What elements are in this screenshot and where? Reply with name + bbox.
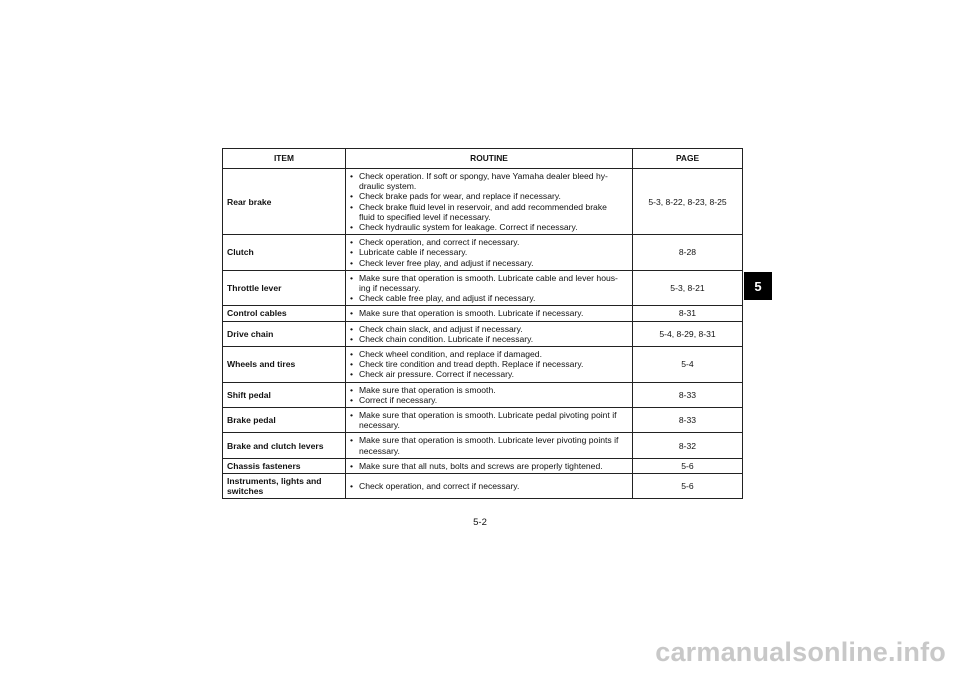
routine-list — [350, 461, 628, 471]
maintenance-table — [222, 148, 743, 499]
table-row — [223, 169, 743, 235]
table-body — [223, 169, 743, 499]
header-routine: ROUTINE — [346, 149, 633, 169]
routine-list — [350, 308, 628, 318]
routine-step: • Check lever free play, and adjust if necessary. — [350, 258, 628, 268]
routine-step: • Check chain condition. Lubricate if necessary. — [350, 334, 628, 344]
page-number: 5-2 — [473, 517, 487, 528]
routine-step: • Check chain slack, and adjust if necessary. — [350, 324, 628, 334]
item-cell: Clutch — [223, 235, 346, 271]
header-item: ITEM — [223, 149, 346, 169]
table-row — [223, 321, 743, 346]
routine-list — [350, 171, 628, 232]
item-cell: Brake and clutch levers — [223, 433, 346, 458]
page-ref-cell: 5-3, 8-22, 8-23, 8-25 — [633, 169, 743, 235]
item-cell: Drive chain — [223, 321, 346, 346]
routine-cell — [346, 306, 633, 321]
routine-step: • Check hydraulic system for leakage. Correct if necessary. — [350, 222, 628, 232]
table-row — [223, 306, 743, 321]
routine-list — [350, 324, 628, 344]
routine-step: • Make sure that operation is smooth. Lubricate pedal pivoting point if necessary. — [350, 410, 628, 430]
page-ref-cell: 5-6 — [633, 458, 743, 473]
routine-step: • Lubricate cable if necessary. — [350, 247, 628, 257]
routine-list — [350, 410, 628, 430]
routine-step: • Check tire condition and tread depth. Replace if necessary. — [350, 359, 628, 369]
routine-list — [350, 273, 628, 304]
routine-cell — [346, 408, 633, 433]
table-row — [223, 382, 743, 407]
page-ref-cell: 5-6 — [633, 474, 743, 499]
routine-step: • Check operation, and correct if necessary. — [350, 481, 628, 491]
routine-cell — [346, 321, 633, 346]
routine-step: • Check brake fluid level in reservoir, and add recommended brake fluid to specified level if necessary. — [350, 202, 628, 222]
routine-step: • Make sure that operation is smooth. Lubricate if necessary. — [350, 308, 628, 318]
routine-step: • Make sure that operation is smooth. Lubricate cable and lever hous- ing if necessary. — [350, 273, 628, 293]
item-cell: Chassis fasteners — [223, 458, 346, 473]
item-cell: Instruments, lights and switches — [223, 474, 346, 499]
table-row — [223, 474, 743, 499]
routine-cell — [346, 474, 633, 499]
table-header-row — [223, 149, 743, 169]
routine-step: • Check wheel condition, and replace if damaged. — [350, 349, 628, 359]
routine-list — [350, 435, 628, 455]
routine-list — [350, 481, 628, 491]
routine-step: • Check brake pads for wear, and replace if necessary. — [350, 191, 628, 201]
routine-cell — [346, 235, 633, 271]
table-row — [223, 433, 743, 458]
routine-step: • Make sure that operation is smooth. — [350, 385, 628, 395]
routine-list — [350, 237, 628, 268]
table-row — [223, 347, 743, 383]
routine-cell — [346, 458, 633, 473]
routine-cell — [346, 270, 633, 306]
page-ref-cell: 8-33 — [633, 382, 743, 407]
page-ref-cell: 5-3, 8-21 — [633, 270, 743, 306]
routine-list — [350, 349, 628, 380]
routine-step: • Correct if necessary. — [350, 395, 628, 405]
routine-step: • Check operation, and correct if necessary. — [350, 237, 628, 247]
routine-list — [350, 385, 628, 405]
routine-step: • Check air pressure. Correct if necessary. — [350, 369, 628, 379]
routine-cell — [346, 433, 633, 458]
table-row — [223, 235, 743, 271]
page-ref-cell: 8-28 — [633, 235, 743, 271]
table-row — [223, 408, 743, 433]
routine-step: • Make sure that all nuts, bolts and screws are properly tightened. — [350, 461, 628, 471]
page-ref-cell: 8-32 — [633, 433, 743, 458]
routine-cell — [346, 347, 633, 383]
item-cell: Control cables — [223, 306, 346, 321]
routine-cell — [346, 169, 633, 235]
watermark: carmanualsonline.info — [655, 637, 946, 667]
header-page: PAGE — [633, 149, 743, 169]
page-ref-cell: 8-33 — [633, 408, 743, 433]
routine-step: • Make sure that operation is smooth. Lubricate lever pivoting points if necessary. — [350, 435, 628, 455]
routine-step: • Check operation. If soft or spongy, have Yamaha dealer bleed hy- draulic system. — [350, 171, 628, 191]
page-ref-cell: 8-31 — [633, 306, 743, 321]
item-cell: Throttle lever — [223, 270, 346, 306]
routine-cell — [346, 382, 633, 407]
item-cell: Wheels and tires — [223, 347, 346, 383]
item-cell: Brake pedal — [223, 408, 346, 433]
page-ref-cell: 5-4 — [633, 347, 743, 383]
table-row — [223, 270, 743, 306]
item-cell: Rear brake — [223, 169, 346, 235]
routine-step: • Check cable free play, and adjust if necessary. — [350, 293, 628, 303]
table-row — [223, 458, 743, 473]
chapter-tab: 5 — [744, 272, 772, 300]
page-ref-cell: 5-4, 8-29, 8-31 — [633, 321, 743, 346]
item-cell: Shift pedal — [223, 382, 346, 407]
